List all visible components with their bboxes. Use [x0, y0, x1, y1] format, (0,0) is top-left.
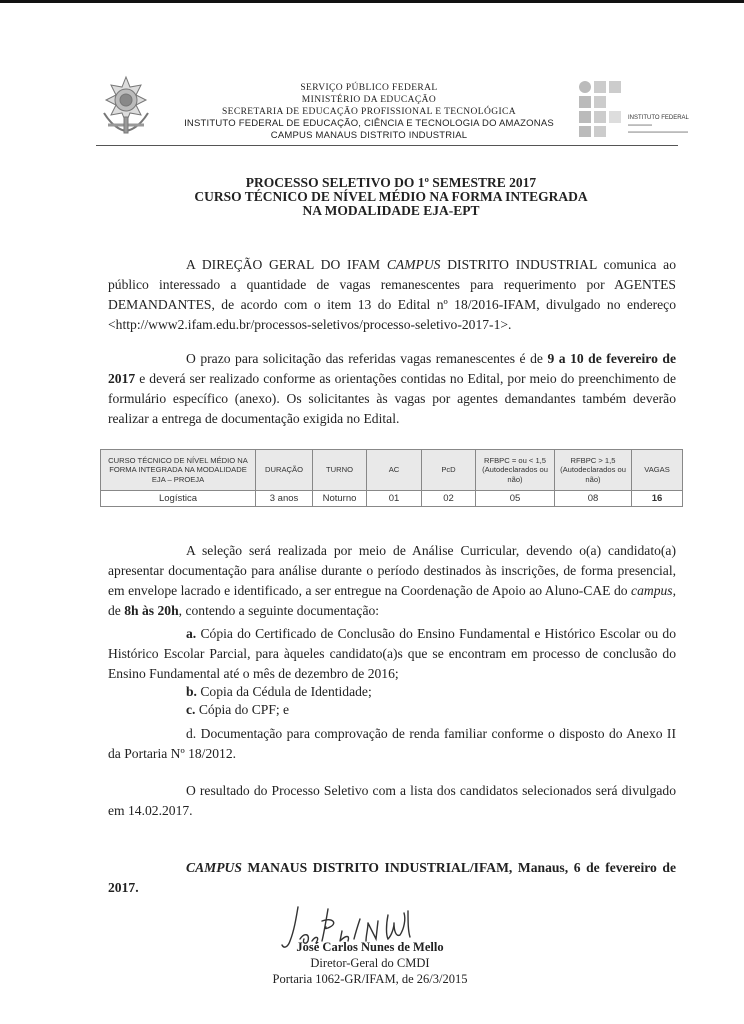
table-cell-course: Logística [101, 491, 256, 507]
table-header-course: CURSO TÉCNICO DE NÍVEL MÉDIO NA FORMA INTEGRADA NA MODALIDADE EJA – PROEJA [101, 450, 256, 491]
table-cell-pcd: 02 [422, 491, 476, 507]
brazil-coat-of-arms-icon [94, 73, 158, 137]
vacancies-table [100, 449, 683, 507]
signer-name: José Carlos Nunes de Mello [296, 940, 444, 954]
list-item-c: c. Cópia do CPF; e [186, 702, 290, 717]
header-line-1: SERVIÇO PÚBLICO FEDERAL [300, 83, 438, 93]
paragraph-selection: A seleção será realizada por meio de Análise Curricular, devendo o(a) candidato(a) apresentar documentação para análise durante o período destinados às inscrições, de forma presencial, em envelope lacrado e identificado, a ser entregue na Coordenação de Apoio ao Aluno-CAE do campus, de 8h às 20h, contendo a seguinte documentação: [108, 543, 676, 618]
table-cell-shift: Noturno [313, 491, 367, 507]
paragraph-result: O resultado do Processo Seletivo com a lista dos candidatos selecionados será divulgado em 14.02.2017. [108, 783, 676, 818]
header-line-2: MINISTÉRIO DA EDUCAÇÃO [301, 95, 437, 105]
table-header-rfbpc-high: RFBPC > 1,5 (Autodeclarados ou não) [555, 450, 632, 491]
header-line-5: CAMPUS MANAUS DISTRITO INDUSTRIAL [270, 130, 468, 141]
table-header-shift: TURNO [313, 450, 367, 491]
signer-portaria: Portaria 1062-GR/IFAM, de 26/3/2015 [272, 972, 468, 986]
ifam-logo-icon [578, 80, 626, 138]
header-divider [96, 145, 678, 146]
table-header-rfbpc-low: RFBPC = ou < 1,5 (Autodeclarados ou não) [476, 450, 555, 491]
title-line-2: CURSO TÉCNICO DE NÍVEL MÉDIO NA FORMA INTEGRADA [194, 189, 588, 204]
table-cell-rfbpc-high: 08 [555, 491, 632, 507]
ifam-logo-text: INSTITUTO FEDERAL ▬▬▬▬ ▬▬▬▬▬▬▬▬▬▬ [628, 115, 689, 135]
title-line-1: PROCESSO SELETIVO DO 1º SEMESTRE 2017 [245, 175, 537, 190]
table-cell-duration: 3 anos [256, 491, 313, 507]
header-line-3: SECRETARIA DE EDUCAÇÃO PROFISSIONAL E TECNOLÓGICA [221, 107, 517, 117]
list-item-d: d. Documentação para comprovação de renda familiar conforme o disposto do Anexo II da Portaria Nº 18/2012. [108, 726, 676, 761]
paragraph-place-date: CAMPUS MANAUS DISTRITO INDUSTRIAL/IFAM, Manaus, 6 de fevereiro de 2017. [108, 860, 676, 895]
signer-role: Diretor-Geral do CMDI [310, 956, 430, 970]
table-header-row [101, 450, 683, 491]
table-cell-vacancies: 16 [632, 491, 683, 507]
paragraph-announcement: A DIREÇÃO GERAL DO IFAM CAMPUS DISTRITO INDUSTRIAL comunica ao público interessado a quantidade de vagas remanescentes para requerimento por AGENTES DEMANDANTES, de acordo com o item 13 do Edital nº 18/2016-IFAM, divulgado no endereço <http://www2.ifam.edu.br/processos-seletivos/processo-seletivo-2017-1>. [108, 257, 676, 332]
list-items-b-c [108, 683, 676, 719]
paragraph-deadline: O prazo para solicitação das referidas vagas remanescentes é de 9 a 10 de fevereiro de 2017 e deverá ser realizado conforme as orientações contidas no Edital, por meio do preenchimento de formulário específico (anexo). Os solicitantes às vagas por agentes demandantes também deverão realizar a entrega de documentação exigida no Edital. [108, 351, 676, 426]
document-title [96, 176, 686, 218]
institution-header [170, 82, 568, 142]
table-cell-ac: 01 [367, 491, 422, 507]
table-cell-rfbpc-low: 05 [476, 491, 555, 507]
table-header-ac: AC [367, 450, 422, 491]
table-row [101, 491, 683, 507]
table-header-vacancies: VAGAS [632, 450, 683, 491]
list-item-b: b. Copia da Cédula de Identidade; [186, 684, 372, 699]
title-line-3: NA MODALIDADE EJA-EPT [302, 203, 480, 218]
table-header-pcd: PcD [422, 450, 476, 491]
header-line-4: INSTITUTO FEDERAL DE EDUCAÇÃO, CIÊNCIA E TECNOLOGIA DO AMAZONAS [184, 118, 554, 129]
scan-top-border [0, 0, 744, 3]
signer-block [250, 939, 490, 987]
table-header-duration: DURAÇÃO [256, 450, 313, 491]
list-item-a: a. Cópia do Certificado de Conclusão do Ensino Fundamental e Histórico Escolar ou do Histórico Escolar Parcial, para àqueles candidato(a)s que se encontram em processo de conclusão do Ensino Fundamental até o mês de dezembro de 2016; [108, 626, 676, 681]
